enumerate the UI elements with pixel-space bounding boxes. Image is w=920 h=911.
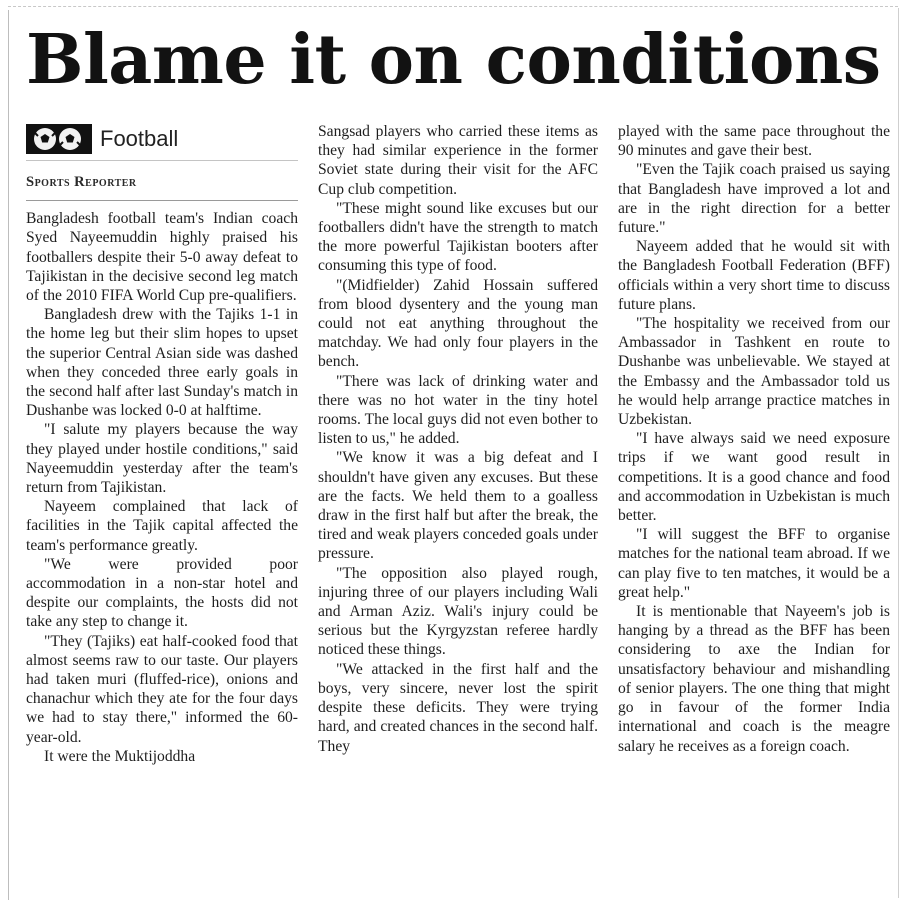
paragraph: "We know it was a big defeat and I shouldn't have given any excuses. But these are the facts. We held them to a goalless draw in the first half but after the break, the tired and weak players conceded goals under pressure. — [318, 449, 598, 563]
article-column-3 — [618, 122, 890, 756]
page-top-rule — [8, 6, 898, 7]
headline: Blame it on conditions — [26, 20, 881, 100]
article-column-2 — [318, 122, 598, 756]
paragraph: Bangladesh football team's Indian coach Syed Nayeemuddin highly praised his footballers despite their 5-0 away defeat to Tajikistan in the decisive second leg match of the 2010 FIFA World Cup pre-qualifiers. — [26, 210, 298, 305]
paragraph: "I will suggest the BFF to organise matches for the national team abroad. If we can play five to ten matches, it would be a great help." — [618, 526, 890, 601]
paragraph: Bangladesh drew with the Tajiks 1-1 in the home leg but their slim hopes to upset the superior Central Asian side was dashed when they conceded three early goals in the second half after last Sunday's match in Dushanbe was locked 0-0 at halftime. — [26, 306, 298, 420]
paragraph: "The hospitality we received from our Ambassador in Tashkent en route to Dushanbe was unbelievable. We stayed at the Embassy and the Ambassador told us he would help arrange practice matches in Uzbekistan. — [618, 315, 890, 429]
byline: Sports Reporter — [26, 173, 298, 201]
paragraph: "I have always said we need exposure trips if we want good result in competitions. It is a good chance and food and accommodation in Uzbekistan is much better. — [618, 430, 890, 525]
paragraph: It is mentionable that Nayeem's job is hanging by a thread as the BFF has been considering to axe the Indian for unsatisfactory behaviour and mishandling of senior players. The one thing that might go in favour of the former India international and coach is the meagre salary he receives as a foreign coach. — [618, 603, 890, 755]
paragraph: Nayeem added that he would sit with the Bangladesh Football Federation (BFF) officials within a very short time to discuss future plans. — [618, 238, 890, 313]
paragraph: "(Midfielder) Zahid Hossain suffered from blood dysentery and the young man could not eat anything throughout the matchday. We had only four players in the bench. — [318, 276, 598, 371]
paragraph: "The opposition also played rough, injuring three of our players including Wali and Arman Aziz. Wali's injury could be serious but the Kyrgyzstan referee hardly noticed these things. — [318, 564, 598, 659]
paragraph: "Even the Tajik coach praised us saying that Bangladesh have improved a lot and are in the right direction for a better future." — [618, 161, 890, 237]
page-right-rule — [898, 8, 899, 898]
paragraph: "There was lack of drinking water and there was no hot water in the tiny hotel rooms. The local guys did not even bother to listen to us," he added. — [318, 372, 598, 448]
paragraph: Nayeem complained that lack of facilities in the Tajik capital affected the team's performance greatly. — [26, 498, 298, 554]
paragraph: "I salute my players because the way they played under hostile conditions," said Nayeemuddin yesterday after the team's return from Tajikistan. — [26, 421, 298, 497]
article-column-1 — [26, 118, 298, 766]
paragraph: "We attacked in the first half and the boys, very sincere, never lost the spirit despite these deficits. They were trying hard, and created chances in the second half. They — [318, 660, 598, 755]
paragraph: "We were provided poor accommodation in a non-star hotel and despite our complaints, the hosts did not take any step to change it. — [26, 555, 298, 631]
paragraph: played with the same pace throughout the 90 minutes and gave their best. — [618, 123, 890, 160]
paragraph: "These might sound like excuses but our footballers didn't have the strength to match the more powerful Tajikistan booters after consuming this type of food. — [318, 199, 598, 275]
paragraph: Sangsad players who carried these items as they had similar experience in the former Soviet state during their visit for the AFC Cup club competition. — [318, 123, 598, 198]
section-rubric — [26, 118, 298, 161]
paragraph: "They (Tajiks) eat half-cooked food that almost seems raw to our taste. Our players had taken muri (fluffed-rice), onions and chanachur which they ate for the four days we had to stay there," informed the 60-year-old. — [26, 632, 298, 746]
paragraph: It were the Muktijoddha — [44, 747, 196, 765]
football-icon — [26, 124, 92, 154]
section-label: Football — [100, 126, 179, 152]
